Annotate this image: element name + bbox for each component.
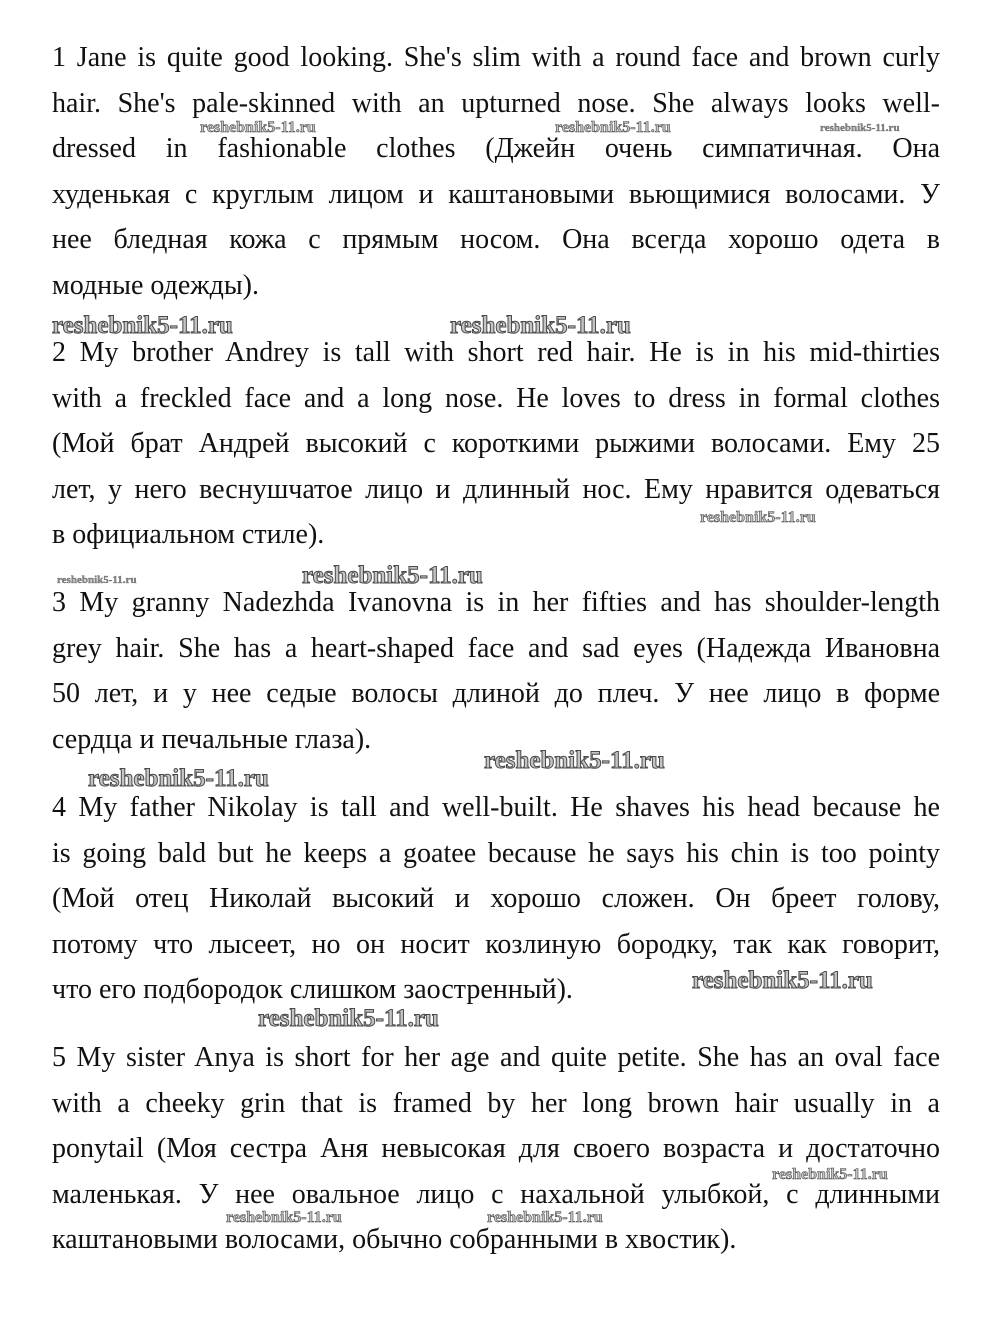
- watermark: reshebnik5-11.ru: [692, 966, 873, 994]
- paragraph-5-line: 5 My sister Anya is short for her age and quite petite. She has an oval face: [52, 1042, 940, 1073]
- paragraph-4-line: 4 My father Nikolay is tall and well-built. He shaves his head because he: [52, 792, 940, 823]
- paragraph-2-line: в официальном стиле).: [52, 519, 325, 551]
- watermark: reshebnik5-11.ru: [484, 746, 665, 774]
- paragraph-3-line: 3 My granny Nadezhda Ivanovna is in her fifties and has shoulder-length: [52, 587, 940, 618]
- paragraph-4-line: потому что лысеет, но он носит козлиную бородку, так как говорит,: [52, 928, 940, 960]
- watermark: reshebnik5-11.ru: [200, 119, 316, 136]
- watermark: reshebnik5-11.ru: [88, 764, 269, 792]
- paragraph-4-line: что его подбородок слишком заостренный).: [52, 974, 573, 1006]
- paragraph-1-line: нее бледная кожа с прямым носом. Она всегда хорошо одета в: [52, 224, 940, 256]
- watermark: reshebnik5-11.ru: [700, 509, 816, 526]
- paragraph-5-line: ponytail (Моя сестра Аня невысокая для своего возраста и достаточно: [52, 1133, 940, 1165]
- paragraph-1-line: hair. She's pale-skinned with an upturned nose. She always looks well-: [52, 87, 940, 119]
- paragraph-1-line: dressed in fashionable clothes (Джейн очень симпатичная. Она: [52, 133, 940, 165]
- paragraph-1-line: 1 Jane is quite good looking. She's slim with a round face and brown curly: [52, 42, 940, 73]
- watermark: reshebnik5-11.ru: [450, 311, 631, 339]
- watermark: reshebnik5-11.ru: [52, 311, 233, 339]
- paragraph-3-line: 50 лет, и у нее седые волосы длиной до плеч. У нее лицо в форме: [52, 678, 940, 710]
- paragraph-2-line: 2 My brother Andrey is tall with short red hair. He is in his mid-thirties: [52, 337, 940, 368]
- paragraph-5-line: маленькая. У нее овальное лицо с нахальной улыбкой, с длинными: [52, 1178, 940, 1210]
- watermark: reshebnik5-11.ru: [258, 1004, 439, 1032]
- paragraph-5-line: каштановыми волосами, обычно собранными в хвостик).: [52, 1224, 737, 1256]
- paragraph-2-line: with a freckled face and a long nose. He loves to dress in formal clothes: [52, 382, 940, 414]
- watermark: reshebnik5-11.ru: [57, 573, 137, 586]
- paragraph-4-line: is going bald but he keeps a goatee because he says his chin is too pointy: [52, 837, 940, 869]
- paragraph-4-line: (Мой отец Николай высокий и хорошо сложен. Он бреет голову,: [52, 883, 940, 915]
- watermark: reshebnik5-11.ru: [555, 119, 671, 136]
- paragraph-2-line: (Мой брат Андрей высокий с короткими рыжими волосами. Ему 25: [52, 428, 940, 460]
- watermark: reshebnik5-11.ru: [772, 1166, 888, 1183]
- paragraph-1-line: модные одежды).: [52, 270, 259, 301]
- paragraph-5-line: with a cheeky grin that is framed by her long brown hair usually in a: [52, 1087, 940, 1119]
- watermark: reshebnik5-11.ru: [302, 561, 483, 589]
- paragraph-3-line: grey hair. She has a heart-shaped face and sad eyes (Надежда Ивановна: [52, 632, 940, 664]
- watermark: reshebnik5-11.ru: [226, 1209, 342, 1226]
- paragraph-2-line: лет, у него веснушчатое лицо и длинный нос. Ему нравится одеваться: [52, 473, 940, 505]
- watermark: reshebnik5-11.ru: [487, 1209, 603, 1226]
- paragraph-3-line: сердца и печальные глаза).: [52, 723, 372, 755]
- paragraph-1-line: худенькая с круглым лицом и каштановыми вьющимися волосами. У: [52, 178, 940, 210]
- watermark: reshebnik5-11.ru: [820, 121, 900, 134]
